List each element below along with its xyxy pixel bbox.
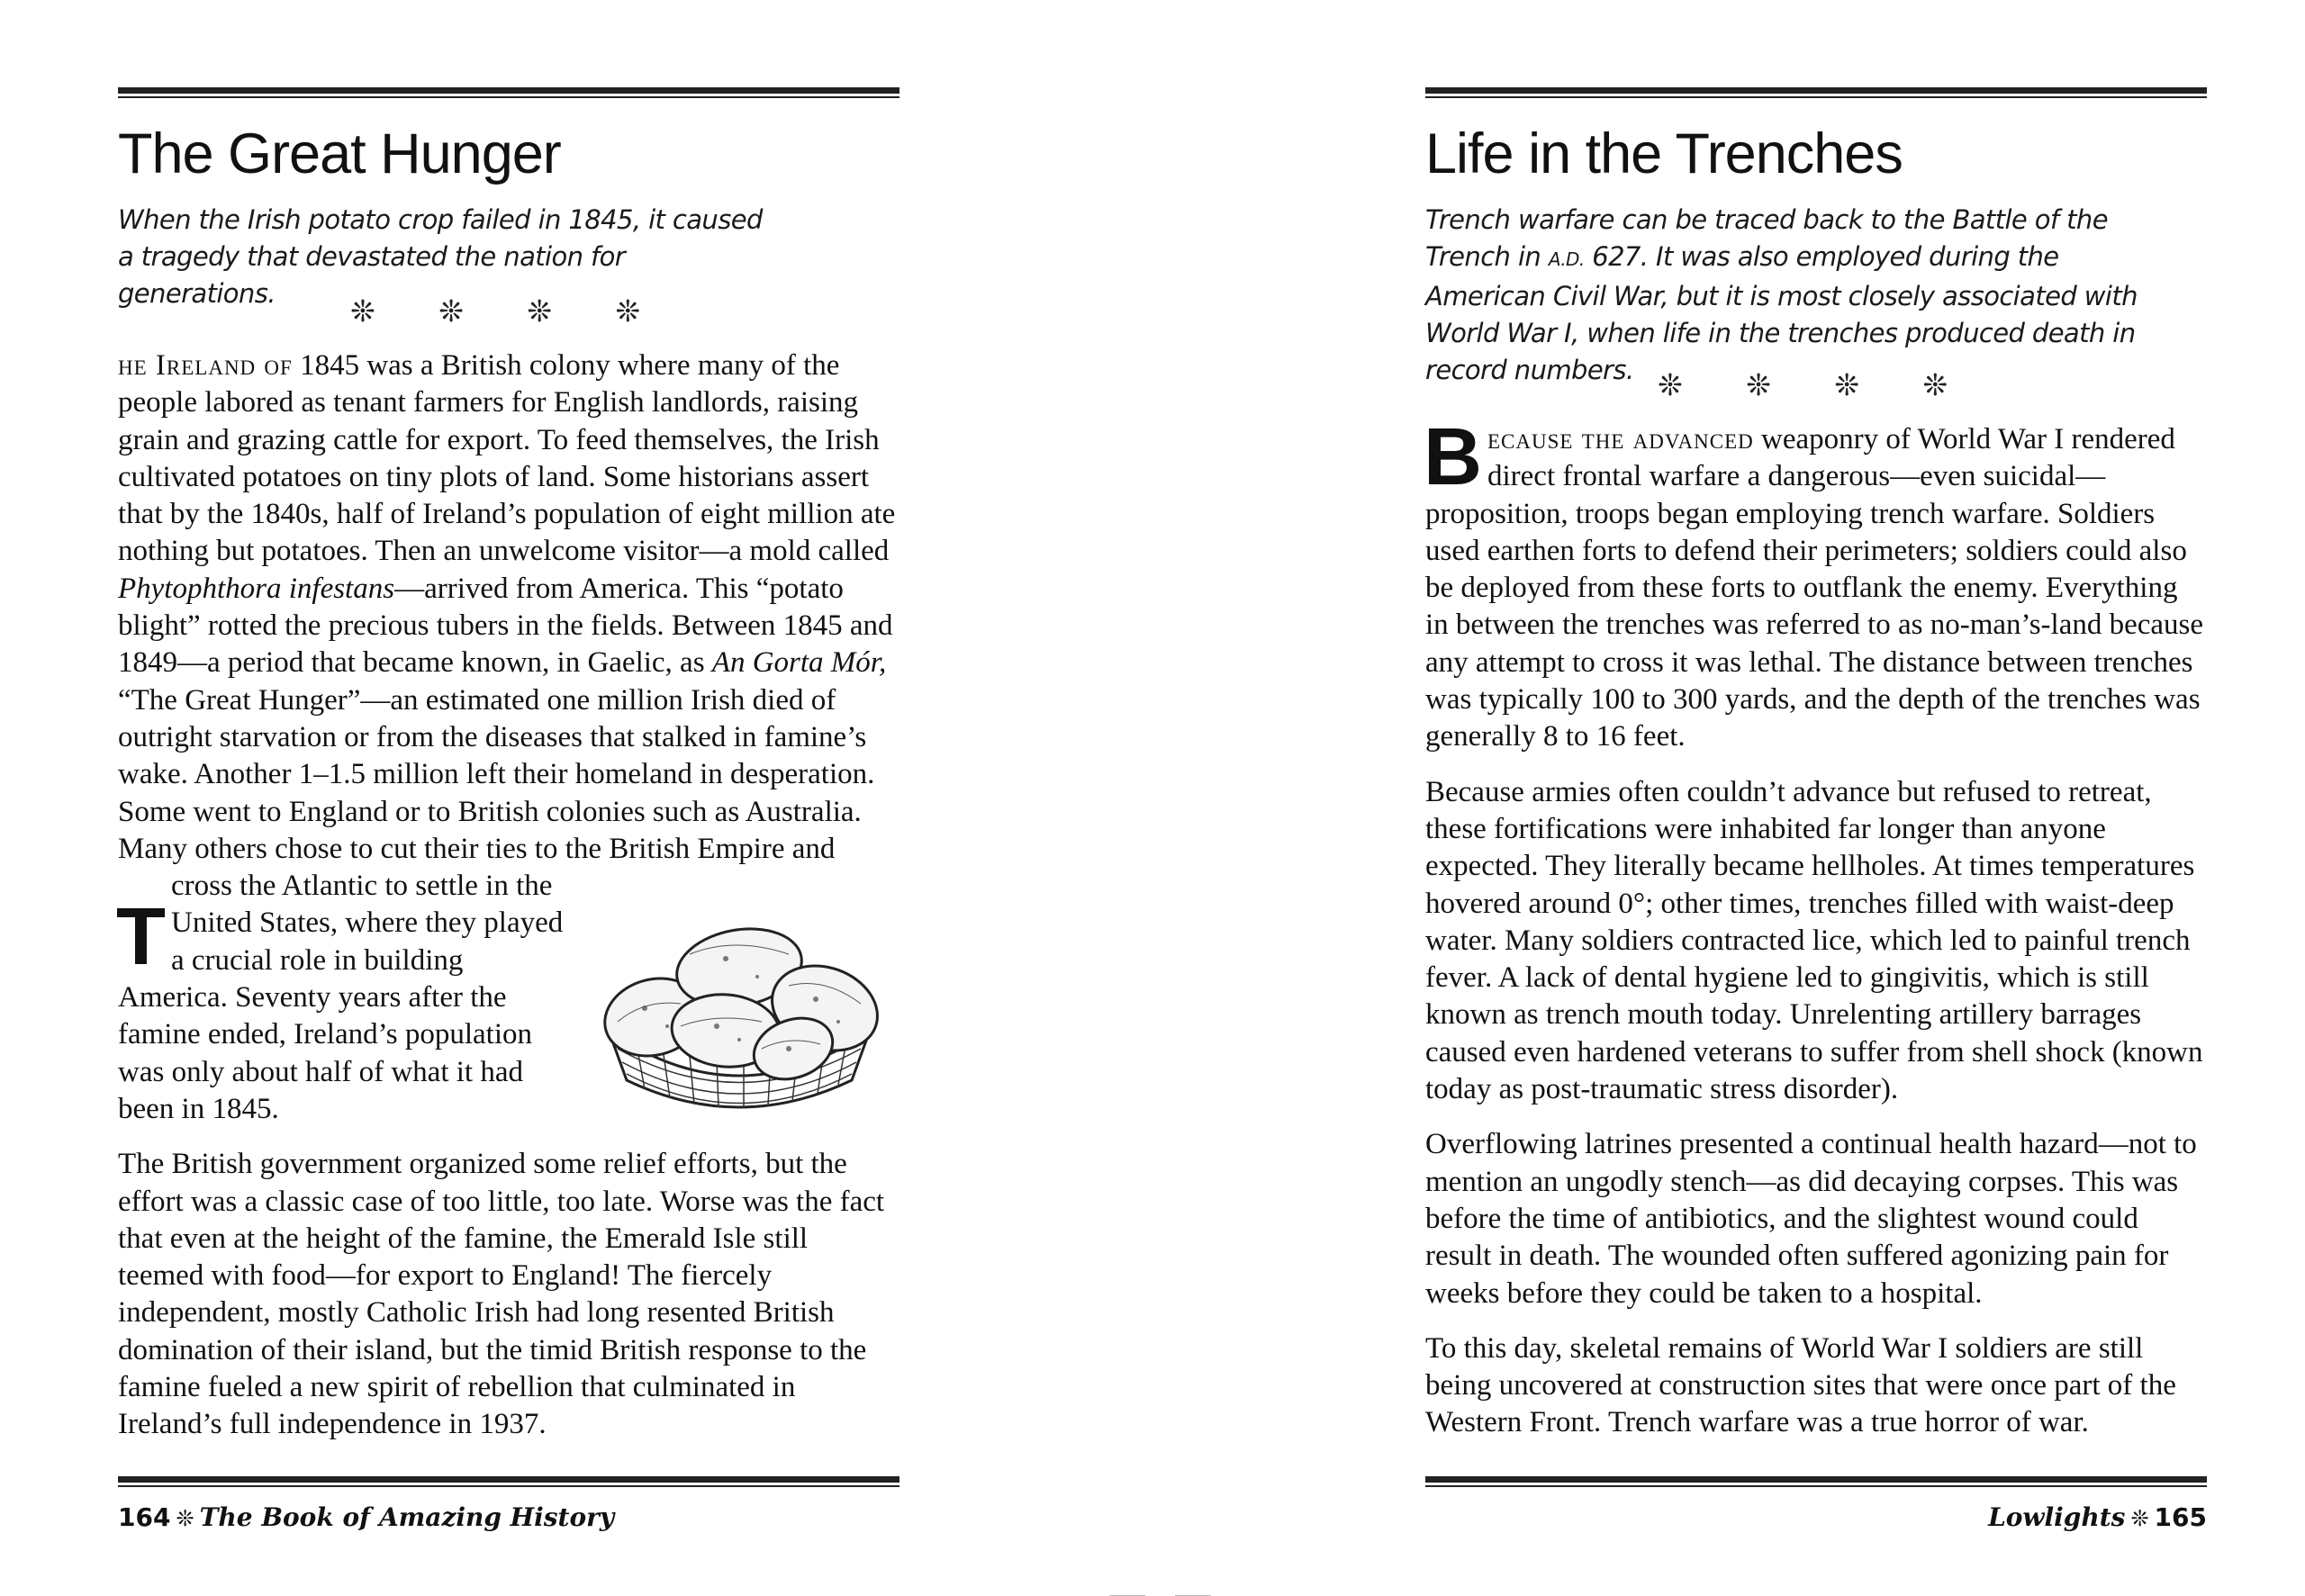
top-rule xyxy=(1425,87,2207,98)
page-footer xyxy=(118,1501,614,1535)
lead-in: he Ireland of xyxy=(118,349,293,382)
section-ornament: ❊ ❊ ❊ ❊ xyxy=(349,293,668,329)
page-footer xyxy=(1988,1501,2207,1535)
paragraph: Because armies often couldn’t advance but refused to retreat, these fortifications were inhabited far longer than anyone expected. They literally became hellholes. At times temperatures hovered around 0°; other times, trenches filled with waist-deep water. Many soldiers contracted lice, which led to painful trench fever. A lack of dental hygiene led to gingivitis, which is still known as trench mouth today. Unrelenting artillery barrages caused even hardened veterans to suffer from shell shock (known today as post-traumatic stress disorder). xyxy=(1425,775,2203,1106)
article-body xyxy=(1424,412,2207,1460)
right-page xyxy=(1425,0,2207,1596)
paragraph: The British government organized some relief efforts, but the effort was a classic case of too little, too late. Worse was the fact that even at the height of the famine, the Emerald Isle still teemed with food—for export to England! The fiercely independent, mostly Catholic Irish had long resented British domination of their island, but the timid British response to the famine fueled a new spirit of rebellion that culminated in Ireland’s full independence in 1937. xyxy=(118,1148,885,1441)
section-name: Lowlights xyxy=(1988,1502,2126,1532)
paragraph: Overflowing latrines presented a continual health hazard—not to mention an ungodly stench—as did decaying corpses. This was before the time of antibiotics, and the slightest wound could result in death. The wounded often suffered agonizing pain for weeks before they could be taken to a hospital. xyxy=(1425,1128,2197,1310)
ornament-separator: ❊ xyxy=(176,1506,194,1531)
potato-basket-icon xyxy=(582,914,897,1116)
paragraph: Because the advanced weaponry of World War I rendered direct frontal warfare a dangerous—even suicidal—proposition, troops began employing trench warfare. Soldiers used earthen forts to defend their perimeters; soldiers could also be deployed from these forts to outflank the enemy. Everything in between the trenches was referred to as no-man’s-land because any attempt to cross it was lethal. The distance between trenches was typically 100 to 300 yards, and the depth of the trenches was generally 8 to 16 feet. xyxy=(1424,412,2204,753)
paragraph-continued: “The Great Hunger”—an estimated one million Irish died of outright starvation or from the diseases that stalked in famine’s wake. Another 1–1.5 million left their homeland in desperation. Some went to England or to British colonies such as Australia. Many others chose to cut their ties to the British Empire and cross the Atlantic to settle in the United States, where they played a crucial role in building America. Seventy years after the famine ended, Ireland’s population was only about half of what it had been in 1845. xyxy=(118,683,875,1125)
page-title: Life in the Trenches xyxy=(1425,122,1903,185)
page-number: 164 xyxy=(118,1502,171,1532)
bottom-rule xyxy=(1425,1476,2207,1487)
top-rule xyxy=(118,87,899,98)
lead-in: ecause the advanced xyxy=(1487,423,1754,455)
page-title: The Great Hunger xyxy=(118,122,561,185)
paragraph: T he Ireland of 1845 was a British colony where many of the people labored as tenant farmers for English landlords, raising grain and grazing cattle for export. To feed themselves, the Irish cultivated potatoes on tiny plots of land. Some historians assert that by the 1840s, half of Ireland’s population of eight million ate nothing but potatoes. Then an unwelcome visitor—a mold called Phytophthora infestans—arrived from America. This “potato blight” rotted the precious tubers in the fields. Between 1845 and 1849—a period that became known, in Gaelic, as An Gorta Mór, “The Great Hunger”—an estimated one million Irish died of outright starvation or from the diseases that stalked in famine’s wake. Another 1–1.5 million left their homeland in desperation. Some went to England or to British colonies such as Australia. Many others chose to cut their ties to the British Empire and cross the Atlantic to settle in the United States, where they played a crucial role in building America. Seventy years after the famine ended, Ireland’s population was only about half of what it had been in 1845. xyxy=(118,347,899,1128)
section-ornament: ❊ ❊ ❊ ❊ xyxy=(1657,367,1975,402)
bottom-rule xyxy=(118,1476,899,1487)
page-number: 165 xyxy=(2154,1502,2207,1532)
ornament-separator: ❊ xyxy=(2130,1506,2149,1531)
page-subtitle: Trench warfare can be traced back to the Battle of the Trench in A.D. 627. It was also employed during the American Civil War, but it is most closely associated with World War I, when life in the trenches produced death in record numbers. xyxy=(1425,204,2138,385)
page-subtitle: When the Irish potato crop failed in 1845, it caused a tragedy that devastated the nation for generations. xyxy=(118,204,763,309)
paragraph: To this day, skeletal remains of World War I soldiers are still being uncovered at construction sites that were once part of the Western Front. Trench warfare was a true horror of war. xyxy=(1425,1331,2176,1439)
left-page xyxy=(118,0,899,1596)
book-title: The Book of Amazing History xyxy=(199,1502,615,1532)
article-body xyxy=(118,347,899,1462)
drop-cap: B xyxy=(1424,412,1482,502)
drop-cap: T xyxy=(116,892,166,982)
